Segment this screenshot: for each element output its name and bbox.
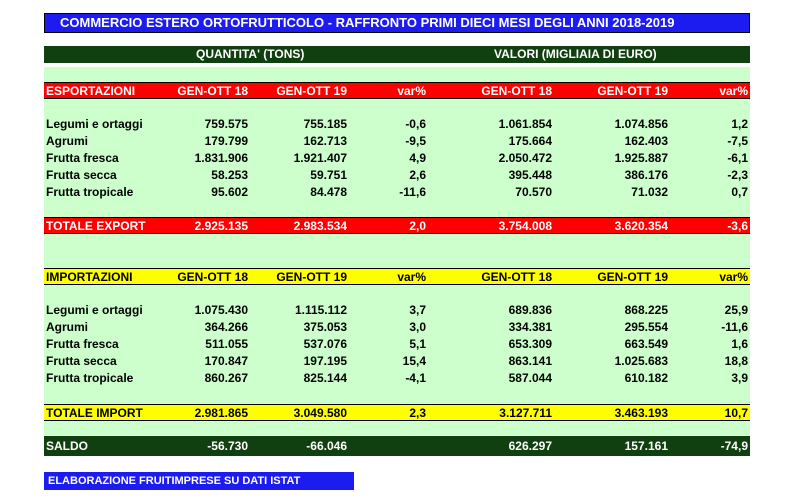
cell-value: 2,6 (409, 168, 426, 182)
saldo-row (44, 436, 750, 456)
cell-value: -2,3 (727, 168, 748, 182)
cell-value: 3.620.354 (614, 219, 668, 233)
cell-value: 179.799 (204, 134, 248, 148)
row-label: TOTALE EXPORT (46, 219, 146, 233)
row-label: Agrumi (46, 134, 88, 148)
measure-header (44, 46, 750, 63)
cell-value: 689.836 (508, 303, 552, 317)
cell-value: 59.751 (310, 168, 347, 182)
cell-value: 70.570 (515, 185, 552, 199)
cell-value: 1,2 (731, 117, 748, 131)
cell-value: -3,6 (727, 219, 748, 233)
row-label: Frutta fresca (46, 337, 119, 351)
cell-value: 868.225 (624, 303, 668, 317)
cell-value: 511.055 (205, 337, 248, 351)
export-header-row (44, 82, 750, 99)
cell-value: 2.981.865 (194, 406, 248, 420)
column-header: GEN-OTT 18 (481, 84, 552, 98)
cell-value: 825.144 (303, 371, 347, 385)
import-total-row (44, 404, 750, 421)
table-title (44, 13, 750, 33)
row-label: Frutta tropicale (46, 185, 134, 199)
cell-value: -4,1 (405, 371, 426, 385)
cell-value: 3.049.580 (293, 406, 347, 420)
table-row (44, 167, 750, 184)
cell-value: 2.983.534 (293, 219, 347, 233)
row-label: TOTALE IMPORT (46, 406, 143, 420)
cell-value: 663.549 (624, 337, 668, 351)
cell-value: 295.554 (624, 320, 668, 334)
cell-value: 386.176 (624, 168, 668, 182)
table-row (44, 150, 750, 167)
column-header: var% (397, 84, 426, 98)
cell-value: 0,7 (731, 185, 748, 199)
cell-value: 3.127.711 (499, 406, 552, 420)
column-header: GEN-OTT 18 (177, 270, 248, 284)
cell-value: -7,5 (727, 134, 748, 148)
column-header: GEN-OTT 18 (177, 84, 248, 98)
cell-value: 71.032 (631, 185, 668, 199)
cell-value: 1.074.856 (614, 117, 668, 131)
cell-value: 653.309 (508, 337, 552, 351)
cell-value: 175.664 (508, 134, 552, 148)
section-label: ESPORTAZIONI (46, 84, 136, 98)
cell-value: 2,0 (409, 219, 426, 233)
cell-value: 1,6 (731, 337, 748, 351)
cell-value: 1.831.906 (194, 151, 248, 165)
cell-value: 2.050.472 (498, 151, 552, 165)
cell-value: 626.297 (508, 439, 552, 453)
cell-value: 162.713 (303, 134, 347, 148)
cell-value: 3,9 (731, 371, 748, 385)
cell-value: 1.075.430 (194, 303, 248, 317)
cell-value: 25,9 (724, 303, 748, 317)
cell-value: 860.267 (204, 371, 248, 385)
cell-value: 395.448 (508, 168, 552, 182)
cell-value: -9,5 (405, 134, 426, 148)
row-label: Frutta fresca (46, 151, 119, 165)
export-total-row (44, 217, 750, 234)
cell-value: 610.182 (624, 371, 668, 385)
cell-value: -11,6 (721, 320, 748, 334)
cell-value: -56.730 (207, 439, 248, 453)
cell-value: 863.141 (508, 354, 552, 368)
section-label: IMPORTAZIONI (46, 270, 133, 284)
table-row (44, 319, 750, 336)
cell-value: -11,6 (399, 185, 426, 199)
cell-value: 537.076 (303, 337, 347, 351)
cell-value: 375.053 (303, 320, 347, 334)
cell-value: -74,9 (720, 439, 748, 453)
table-row (44, 133, 750, 150)
table-row (44, 116, 750, 133)
row-label: SALDO (46, 439, 88, 453)
column-header: GEN-OTT 19 (276, 84, 347, 98)
source-footer: ELABORAZIONE FRUITIMPRESE SU DATI ISTAT (44, 472, 354, 490)
table-row (44, 184, 750, 201)
cell-value: 1.921.407 (293, 151, 347, 165)
cell-value: 334.381 (508, 320, 552, 334)
row-label: Frutta secca (46, 354, 117, 368)
values-header: VALORI (MIGLIAIA DI EURO) (494, 47, 657, 61)
import-header-row (44, 268, 750, 285)
cell-value: 3,0 (409, 320, 426, 334)
cell-value: 1.925.887 (614, 151, 668, 165)
cell-value: 157.161 (624, 439, 668, 453)
cell-value: 4,9 (409, 151, 426, 165)
row-label: Agrumi (46, 320, 88, 334)
cell-value: -66.046 (306, 439, 347, 453)
cell-value: 170.847 (204, 354, 248, 368)
cell-value: 10,7 (724, 406, 748, 420)
column-header: GEN-OTT 18 (481, 270, 552, 284)
cell-value: 3,7 (409, 303, 426, 317)
cell-value: 2,3 (409, 406, 426, 420)
cell-value: 1.115.112 (294, 303, 347, 317)
table-row (44, 336, 750, 353)
cell-value: 58.253 (211, 168, 248, 182)
cell-value: 755.185 (303, 117, 347, 131)
cell-value: 1.061.854 (498, 117, 552, 131)
cell-value: 3.463.193 (614, 406, 668, 420)
table-row (44, 302, 750, 319)
column-header: var% (397, 270, 426, 284)
cell-value: 18,8 (724, 354, 748, 368)
row-label: Frutta tropicale (46, 371, 134, 385)
cell-value: 197.195 (303, 354, 347, 368)
row-label: Frutta secca (46, 168, 117, 182)
column-header: GEN-OTT 19 (276, 270, 347, 284)
column-header: GEN-OTT 19 (597, 270, 668, 284)
table-row (44, 353, 750, 370)
cell-value: 84.478 (310, 185, 347, 199)
cell-value: 15,4 (402, 354, 426, 368)
cell-value: 364.266 (204, 320, 248, 334)
cell-value: 2.925.135 (194, 219, 248, 233)
column-header: var% (719, 84, 748, 98)
column-header: GEN-OTT 19 (597, 84, 668, 98)
cell-value: 162.403 (624, 134, 668, 148)
cell-value: -0,6 (405, 117, 426, 131)
table-row (44, 370, 750, 387)
quantity-header: QUANTITA' (TONS) (196, 47, 305, 61)
column-header: var% (719, 270, 748, 284)
title-text: COMMERCIO ESTERO ORTOFRUTTICOLO - RAFFRONTO PRIMI DIECI MESI DEGLI ANNI 2018-2019 (60, 15, 675, 30)
cell-value: 1.025.683 (614, 354, 668, 368)
cell-value: 587.044 (508, 371, 552, 385)
row-label: Legumi e ortaggi (46, 303, 143, 317)
cell-value: 3.754.008 (498, 219, 552, 233)
cell-value: -6,1 (727, 151, 748, 165)
cell-value: 5,1 (409, 337, 426, 351)
cell-value: 95.602 (211, 185, 248, 199)
row-label: Legumi e ortaggi (46, 117, 143, 131)
cell-value: 759.575 (204, 117, 248, 131)
